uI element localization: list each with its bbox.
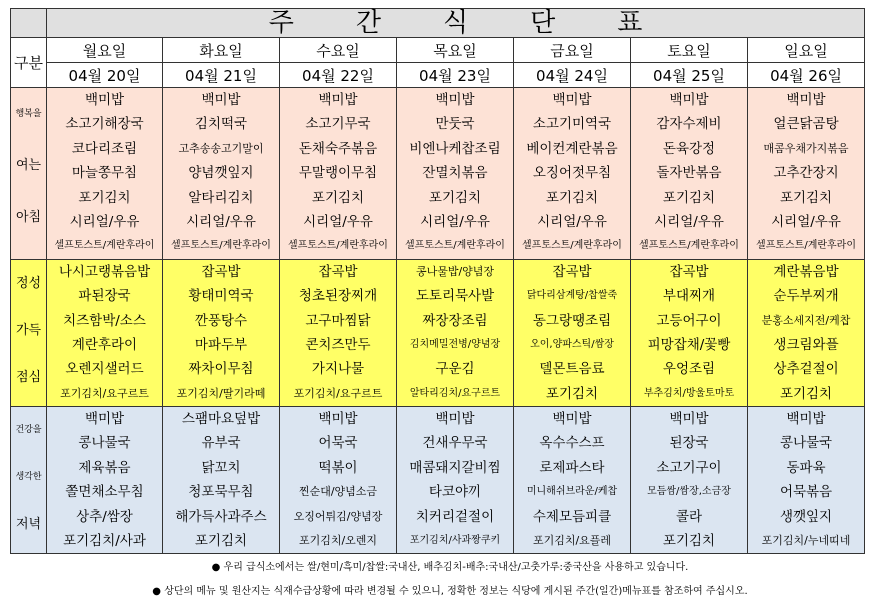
day-header: 수요일: [280, 38, 397, 63]
menu-item: 얼큰닭곰탕: [773, 116, 839, 133]
menu-item: 매콤우채가지볶음: [763, 141, 849, 155]
menu-item: 생크림와플: [773, 336, 839, 353]
lunch-menu-cell: [514, 259, 631, 406]
date-header: 04월 22일: [280, 63, 397, 88]
menu-item: 알타리김치/요구르트: [409, 387, 501, 399]
menu-item: 김치떡국: [194, 116, 248, 133]
menu-item: 델몬트음료: [539, 361, 605, 378]
notes: [60, 556, 840, 604]
menu-item: 우엉조림: [662, 361, 716, 378]
menu-item: 소고기해장국: [65, 116, 144, 133]
menu-item: 백미밥: [318, 411, 358, 428]
menu-item: 돈육강정: [662, 140, 716, 157]
menu-item: 상추겉절이: [773, 361, 839, 378]
dinner-menu-cell: [748, 407, 865, 554]
lunch-menu-cell: [280, 259, 397, 406]
menu-item: 포기김치/오렌지: [298, 534, 378, 548]
menu-item: 셀프토스트/계란후라이: [54, 240, 155, 252]
menu-item: 시리얼/우유: [186, 213, 256, 230]
header-label: 구분: [11, 38, 47, 88]
dinner-label-text: 생각한: [15, 472, 42, 483]
menu-item: 부추김치/방울토마토: [643, 387, 735, 399]
menu-item: 포기김치/요플레: [532, 534, 612, 548]
menu-item: 유부국: [201, 435, 241, 452]
menu-item: 나시고랭볶음밥: [58, 263, 151, 280]
menu-item: 백미밥: [669, 411, 709, 428]
breakfast-menu-cell: [47, 88, 163, 260]
menu-item: 황태미역국: [188, 288, 254, 305]
dinner-label: [11, 407, 47, 554]
origin-note: ● 우리 급식소에서는 쌀/현미/흑미/찹쌀:국내산, 배추김치-배추:국내산/고춧가루:중국산을 사용하고 있습니다.: [211, 562, 689, 573]
menu-item: 백미밥: [786, 92, 826, 108]
menu-item: 백미밥: [201, 92, 241, 108]
menu-item: 포기김치/요구르트: [293, 386, 383, 400]
menu-item: 감자수제비: [656, 116, 722, 133]
menu-item: 치커리겉절이: [415, 508, 495, 525]
breakfast-label-text: 아침: [15, 210, 42, 225]
title-cell: [47, 9, 865, 38]
menu-item: 닭다리삼계탕/찹쌀죽: [526, 290, 618, 302]
day-header: 화요일: [163, 38, 280, 63]
breakfast-menu-cell: [397, 88, 514, 260]
menu-item: 셀프토스트/계란후라이: [522, 240, 622, 252]
menu-item: 동그랑땡조림: [532, 312, 612, 329]
menu-item: 시리얼/우유: [303, 213, 373, 230]
breakfast-label-text: 행복을: [15, 109, 42, 119]
menu-item: 고추간장지: [773, 165, 839, 182]
menu-item: 로제파스타: [539, 459, 605, 476]
breakfast-label: [11, 88, 47, 260]
menu-item: 시리얼/우유: [654, 213, 724, 230]
menu-item: 백미밥: [435, 92, 475, 108]
menu-item: 시리얼/우유: [69, 213, 140, 230]
menu-item: 고등어구이: [656, 312, 722, 329]
breakfast-label-text: 여는: [15, 158, 42, 173]
menu-item: 청포묵무침: [188, 484, 254, 501]
lunch-label-text: 가득: [15, 322, 42, 338]
menu-item: 백미밥: [669, 92, 709, 108]
date-header: 04월 23일: [397, 63, 514, 88]
lunch-label-text: 정성: [15, 275, 42, 291]
date-header: 04월 20일: [47, 63, 163, 88]
day-header: 토요일: [631, 38, 748, 63]
menu-item: 잡곡밥: [552, 263, 592, 280]
menu-item: 포기김치: [545, 189, 599, 206]
menu-item: 마늘쫑무침: [71, 165, 138, 182]
lunch-menu-cell: [163, 259, 280, 406]
menu-item: 잔멸치볶음: [422, 165, 488, 182]
day-header: 금요일: [514, 38, 631, 63]
menu-item: 닭꼬치: [201, 459, 241, 476]
menu-item: 타코야끼: [428, 484, 482, 501]
menu-item: 포기김치: [428, 189, 482, 206]
menu-item: 만둣국: [435, 116, 475, 133]
menu-item: 포기김치/딸기라떼: [176, 386, 266, 400]
breakfast-menu-cell: [514, 88, 631, 260]
menu-item: 백미밥: [552, 411, 592, 428]
menu-item: 잡곡밥: [669, 263, 709, 280]
menu-item: 동파육: [786, 459, 826, 476]
menu-item: 옥수수스프: [539, 435, 605, 452]
menu-item: 치즈함박/소스: [63, 312, 146, 329]
menu-item: 양념깻잎지: [188, 165, 254, 182]
menu-item: 포기김치/누네띠네: [761, 534, 851, 548]
dinner-menu-cell: [514, 407, 631, 554]
day-header: 월요일: [47, 38, 163, 63]
menu-item: 청초된장찌개: [298, 288, 378, 305]
breakfast-menu-cell: [631, 88, 748, 260]
menu-item: 어묵볶음: [779, 484, 833, 501]
menu-item: 포기김치: [545, 385, 599, 402]
menu-item: 코다리조림: [71, 140, 138, 157]
lunch-menu-cell: [47, 259, 163, 406]
menu-item: 어묵국: [318, 435, 358, 452]
dinner-menu-cell: [47, 407, 163, 554]
menu-item: 오이,양파스틱/쌈장: [530, 338, 614, 350]
menu-item: 짜장장조림: [422, 312, 488, 329]
menu-item: 떡볶이: [318, 459, 358, 476]
menu-item: 순두부찌개: [773, 288, 839, 305]
dinner-label-text: 저녁: [15, 517, 42, 533]
menu-item: 백미밥: [84, 411, 125, 428]
breakfast-row: [11, 88, 865, 260]
menu-item: 셀프토스트/계란후라이: [756, 240, 857, 252]
menu-item: 수제모듬피클: [532, 508, 612, 525]
menu-item: 가지나물: [311, 361, 365, 378]
breakfast-menu-cell: [280, 88, 397, 260]
lunch-menu-cell: [397, 259, 514, 406]
menu-item: 무말랭이무침: [298, 165, 378, 182]
menu-item: 부대찌개: [662, 288, 716, 305]
menu-item: 돈채숙주볶음: [298, 140, 378, 157]
change-note: ● 상단의 메뉴 및 원산지는 식재수급상황에 따라 변경될 수 있으니, 정확한 정보는 식당에 게시된 주간(일간)메뉴표를 참조하여 주십시오.: [152, 586, 748, 597]
menu-item: 셀프토스트/계란후라이: [639, 240, 739, 252]
menu-item: 김치메밀전병/양념장: [409, 338, 501, 350]
menu-item: 콘치즈만두: [305, 336, 371, 353]
menu-item: 계란볶음밥: [773, 263, 839, 280]
dinner-row: [11, 407, 865, 554]
menu-item: 제육볶음: [78, 459, 131, 476]
dinner-label-text: 건강을: [15, 425, 42, 436]
menu-item: 시리얼/우유: [771, 213, 841, 230]
page-title: 주간식단표: [268, 8, 705, 38]
dinner-menu-cell: [163, 407, 280, 554]
menu-item: 포기김치: [78, 189, 131, 206]
menu-item: 백미밥: [318, 92, 358, 108]
menu-item: 도토리묵사발: [415, 288, 495, 305]
menu-item: 오징어젓무침: [532, 165, 612, 182]
menu-item: 돌자반볶음: [656, 165, 722, 182]
lunch-row: [11, 259, 865, 406]
menu-item: 스팸마요덮밥: [181, 411, 261, 428]
menu-item: 포기김치: [662, 189, 716, 206]
menu-item: 백미밥: [84, 92, 125, 108]
day-header: 목요일: [397, 38, 514, 63]
menu-item: 소고기구이: [656, 459, 722, 476]
menu-item: 콩나물밥/양념장: [415, 264, 495, 278]
menu-item: 셀프토스트/계란후라이: [171, 240, 271, 252]
dinner-menu-cell: [631, 407, 748, 554]
menu-item: 해가득사과주스: [175, 508, 267, 525]
menu-item: 백미밥: [552, 92, 592, 108]
menu-item: 포기김치: [779, 189, 833, 206]
menu-item: 미니해쉬브라운/케찹: [526, 486, 618, 498]
menu-item: 백미밥: [786, 411, 826, 428]
menu-item: 포기김치: [662, 533, 716, 550]
day-header: 일요일: [748, 38, 865, 63]
menu-item: 구운김: [435, 361, 475, 378]
menu-item: 소고기미역국: [532, 116, 612, 133]
date-header: 04월 24일: [514, 63, 631, 88]
menu-item: 고구마찜닭: [305, 312, 371, 329]
breakfast-menu-cell: [163, 88, 280, 260]
menu-item: 오징어튀김/양념장: [293, 509, 383, 523]
menu-item: 포기김치: [311, 189, 365, 206]
menu-item: 셀프토스트/계란후라이: [288, 240, 388, 252]
menu-item: 상추/쌈장: [76, 508, 133, 525]
menu-item: 잡곡밥: [201, 263, 241, 280]
menu-item: 계란후라이: [71, 336, 138, 353]
menu-item: 시리얼/우유: [420, 213, 490, 230]
menu-item: 콜라: [675, 508, 703, 525]
menu-item: 모듬쌈/쌈장,소금장: [647, 486, 731, 498]
breakfast-menu-cell: [748, 88, 865, 260]
date-header: 04월 21일: [163, 63, 280, 88]
dinner-menu-cell: [280, 407, 397, 554]
menu-item: 찐순대/양념소금: [298, 485, 378, 499]
menu-item: 파된장국: [78, 288, 131, 305]
lunch-menu-cell: [748, 259, 865, 406]
menu-item: 콩나물국: [78, 435, 131, 452]
menu-item: 백미밥: [435, 411, 475, 428]
menu-item: 시리얼/우유: [537, 213, 607, 230]
menu-item: 분홍소세지전/케찹: [761, 313, 851, 327]
menu-item: 고추송송고기말이: [178, 141, 264, 155]
menu-item: 소고기무국: [305, 116, 371, 133]
date-header: 04월 25일: [631, 63, 748, 88]
lunch-label-text: 점심: [15, 369, 42, 385]
menu-item: 마파두부: [194, 336, 248, 353]
menu-item: 셀프토스트/계란후라이: [405, 240, 505, 252]
menu-item: 포기김치/요구르트: [60, 386, 149, 400]
menu-item: 비엔나케찹조림: [409, 140, 501, 157]
menu-item: 포기김치: [194, 533, 248, 550]
menu-table: [10, 8, 865, 554]
menu-item: 쫄면채소무침: [65, 484, 144, 501]
menu-item: 오렌지샐러드: [65, 361, 144, 378]
menu-item: 포기김치/사과짱쿠키: [409, 535, 501, 547]
weekly-menu-sheet: [10, 8, 864, 548]
menu-item: 피망잡채/꽃빵: [647, 336, 731, 353]
menu-item: 포기김치/사과: [63, 533, 146, 550]
menu-item: 짜차이무침: [188, 361, 254, 378]
menu-item: 콩나물국: [779, 435, 833, 452]
menu-item: 매콤돼지갈비찜: [409, 459, 501, 476]
menu-item: 포기김치: [779, 385, 833, 402]
menu-item: 깐풍탕수: [194, 312, 248, 329]
menu-item: 된장국: [669, 435, 709, 452]
lunch-label: [11, 259, 47, 406]
menu-item: 건새우무국: [422, 435, 488, 452]
date-header: 04월 26일: [748, 63, 865, 88]
menu-item: 생깻잎지: [779, 508, 833, 525]
dinner-menu-cell: [397, 407, 514, 554]
menu-item: 알타리김치: [188, 189, 254, 206]
lunch-menu-cell: [631, 259, 748, 406]
menu-item: 잡곡밥: [318, 263, 358, 280]
menu-item: 베이컨계란볶음: [526, 140, 618, 157]
